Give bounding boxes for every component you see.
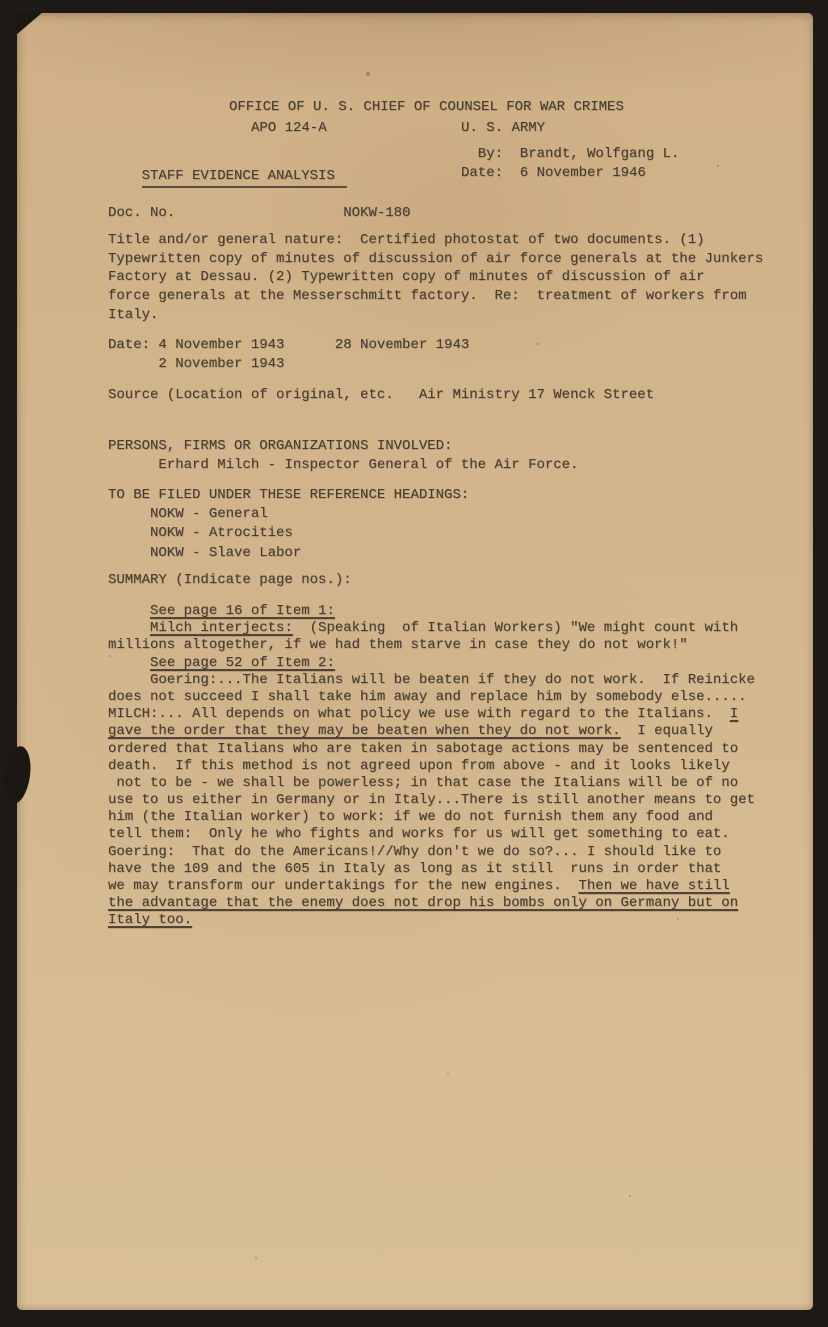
- text-segment: Goering: That do the Americans!//Why don't we do so?... I should like to: [108, 843, 722, 860]
- text-line: [108, 655, 755, 672]
- text-segment: TO BE FILED UNDER THESE REFERENCE HEADINGS:: [108, 487, 470, 503]
- text-line: [108, 336, 469, 355]
- text-line: [108, 723, 755, 740]
- underlined-text: I: [729, 706, 739, 723]
- text-segment: Typewritten copy of minutes of discussion of air force generals at the Junkers: [108, 250, 764, 267]
- text-line: [461, 145, 679, 164]
- title-general-nature-block: [108, 231, 763, 324]
- text-segment: ordered that Italians who are taken in sabotage actions may be sentenced to: [108, 740, 739, 757]
- text-segment: death. If this method is not agreed upon from above - and it looks likely: [108, 757, 730, 774]
- text-line: [108, 878, 755, 895]
- text-segment: use to us either in Germany or in Italy...There is still another means to get: [108, 792, 755, 809]
- text-segment: Goering:...The Italians will be beaten if they do not work. If Reinicke: [108, 671, 755, 688]
- text-line: [108, 306, 763, 325]
- text-line: [108, 287, 763, 306]
- text-segment: By: Brandt, Wolfgang L.: [461, 146, 680, 162]
- paper-specks: [17, 13, 19, 15]
- underlined-text: the advantage that the enemy does not drop his bombs only on Germany but on: [108, 895, 739, 912]
- text-segment: Italy.: [108, 306, 159, 323]
- summary-heading: [108, 571, 352, 590]
- text-segment: Doc. No. NOKW-180: [108, 205, 411, 221]
- text-line: [108, 571, 352, 590]
- text-segment: (Speaking of Italian Workers) "We might count with: [292, 620, 739, 637]
- text-segment: [108, 620, 150, 636]
- text-line: [461, 164, 679, 183]
- text-line: [108, 775, 755, 792]
- text-segment: Source (Location of original, etc. Air Ministry 17 Wenck Street: [108, 387, 655, 403]
- form-title: [108, 152, 347, 204]
- text-segment: not to be - we shall be powerless; in that case the Italians will be of no: [108, 774, 739, 791]
- text-line: [108, 386, 654, 405]
- text-line: [108, 741, 755, 758]
- underlined-text: Milch interjects:: [150, 620, 293, 637]
- underlined-text: See page 16 of Item 1:: [150, 603, 335, 619]
- text-segment: we may transform our undertakings for the new engines.: [108, 878, 579, 894]
- text-segment: [108, 603, 150, 619]
- underlined-text: gave the order that they may be beaten when they do not work.: [108, 723, 621, 740]
- text-segment: NOKW - Atrocities: [108, 525, 293, 542]
- text-segment: Date: 6 November 1946: [461, 164, 646, 181]
- text-line: [108, 637, 755, 654]
- text-line: [108, 544, 469, 563]
- document-number-line: [108, 204, 410, 223]
- text-line: [108, 603, 755, 620]
- text-line: [108, 231, 763, 250]
- text-segment: force generals at the Messerschmitt factory. Re: treatment of workers from: [108, 288, 747, 305]
- text-line: [108, 437, 578, 456]
- underlined-text: See page 52 of Item 2:: [150, 654, 335, 671]
- text-segment: 2 November 1943: [108, 355, 285, 372]
- underlined-text: Italy too.: [108, 912, 193, 929]
- text-segment: does not succeed I shall take him away and replace him by somebody else.....: [108, 688, 747, 705]
- text-line: [108, 486, 469, 505]
- text-segment: millions altogether, if we had them starve in case they do not work!": [108, 637, 688, 654]
- text-line: [108, 524, 469, 543]
- source-location-line: [108, 386, 654, 405]
- form-title-text: STAFF EVIDENCE ANALYSIS: [142, 168, 347, 188]
- text-line: [108, 706, 755, 723]
- text-line: [108, 826, 755, 843]
- text-segment: tell them: Only he who fights and works for us will get something to eat.: [108, 826, 730, 843]
- text-line: [108, 844, 755, 861]
- paper-corner-cut: [16, 12, 43, 35]
- text-segment: him (the Italian worker) to work: if we do not furnish them any food and: [108, 809, 713, 826]
- text-line: [108, 204, 410, 223]
- text-segment: PERSONS, FIRMS OR ORGANIZATIONS INVOLVED:: [108, 438, 453, 454]
- text-segment: I equally: [620, 723, 713, 740]
- text-line: [108, 505, 469, 524]
- text-segment: NOKW - General: [108, 506, 268, 523]
- persons-involved-block: [108, 437, 578, 475]
- text-segment: [108, 655, 150, 671]
- text-segment: SUMMARY (Indicate page nos.):: [108, 572, 352, 588]
- text-line: [108, 355, 469, 374]
- text-line: [108, 758, 755, 775]
- summary-text-block: [108, 603, 755, 930]
- text-line: [108, 250, 763, 269]
- text-line: [108, 620, 755, 637]
- text-segment: NOKW - Slave Labor: [108, 544, 302, 561]
- text-line: [108, 809, 755, 826]
- text-line: [108, 861, 755, 878]
- text-line: [108, 792, 755, 809]
- text-segment: Title and/or general nature: Certified photostat of two documents. (1): [108, 232, 705, 248]
- document-dates-block: [108, 336, 469, 373]
- text-line: [108, 689, 755, 706]
- underlined-text: Then we have still: [578, 878, 730, 894]
- text-line: [108, 456, 578, 475]
- text-segment: Date: 4 November 1943 28 November 1943: [108, 337, 470, 353]
- text-line: [108, 672, 755, 689]
- document-paper: [17, 13, 813, 1310]
- text-line: [108, 912, 755, 929]
- text-segment: Factory at Dessau. (2) Typewritten copy of minutes of discussion of air: [108, 269, 705, 286]
- text-line: [108, 268, 763, 287]
- text-segment: Erhard Milch - Inspector General of the Air Force.: [108, 457, 579, 474]
- text-line: [108, 895, 755, 912]
- text-segment: MILCH:... All depends on what policy we use with regard to the Italians.: [108, 706, 730, 723]
- text-segment: have the 109 and the 605 in Italy as long as it still runs in order that: [108, 860, 722, 877]
- office-header: OFFICE OF U. S. CHIEF OF COUNSEL FOR WAR CRIMES: [229, 99, 624, 115]
- apo-army-header: APO 124-A U. S. ARMY: [251, 120, 546, 136]
- reference-headings-block: [108, 486, 469, 563]
- analyst-by-date-block: [461, 145, 679, 182]
